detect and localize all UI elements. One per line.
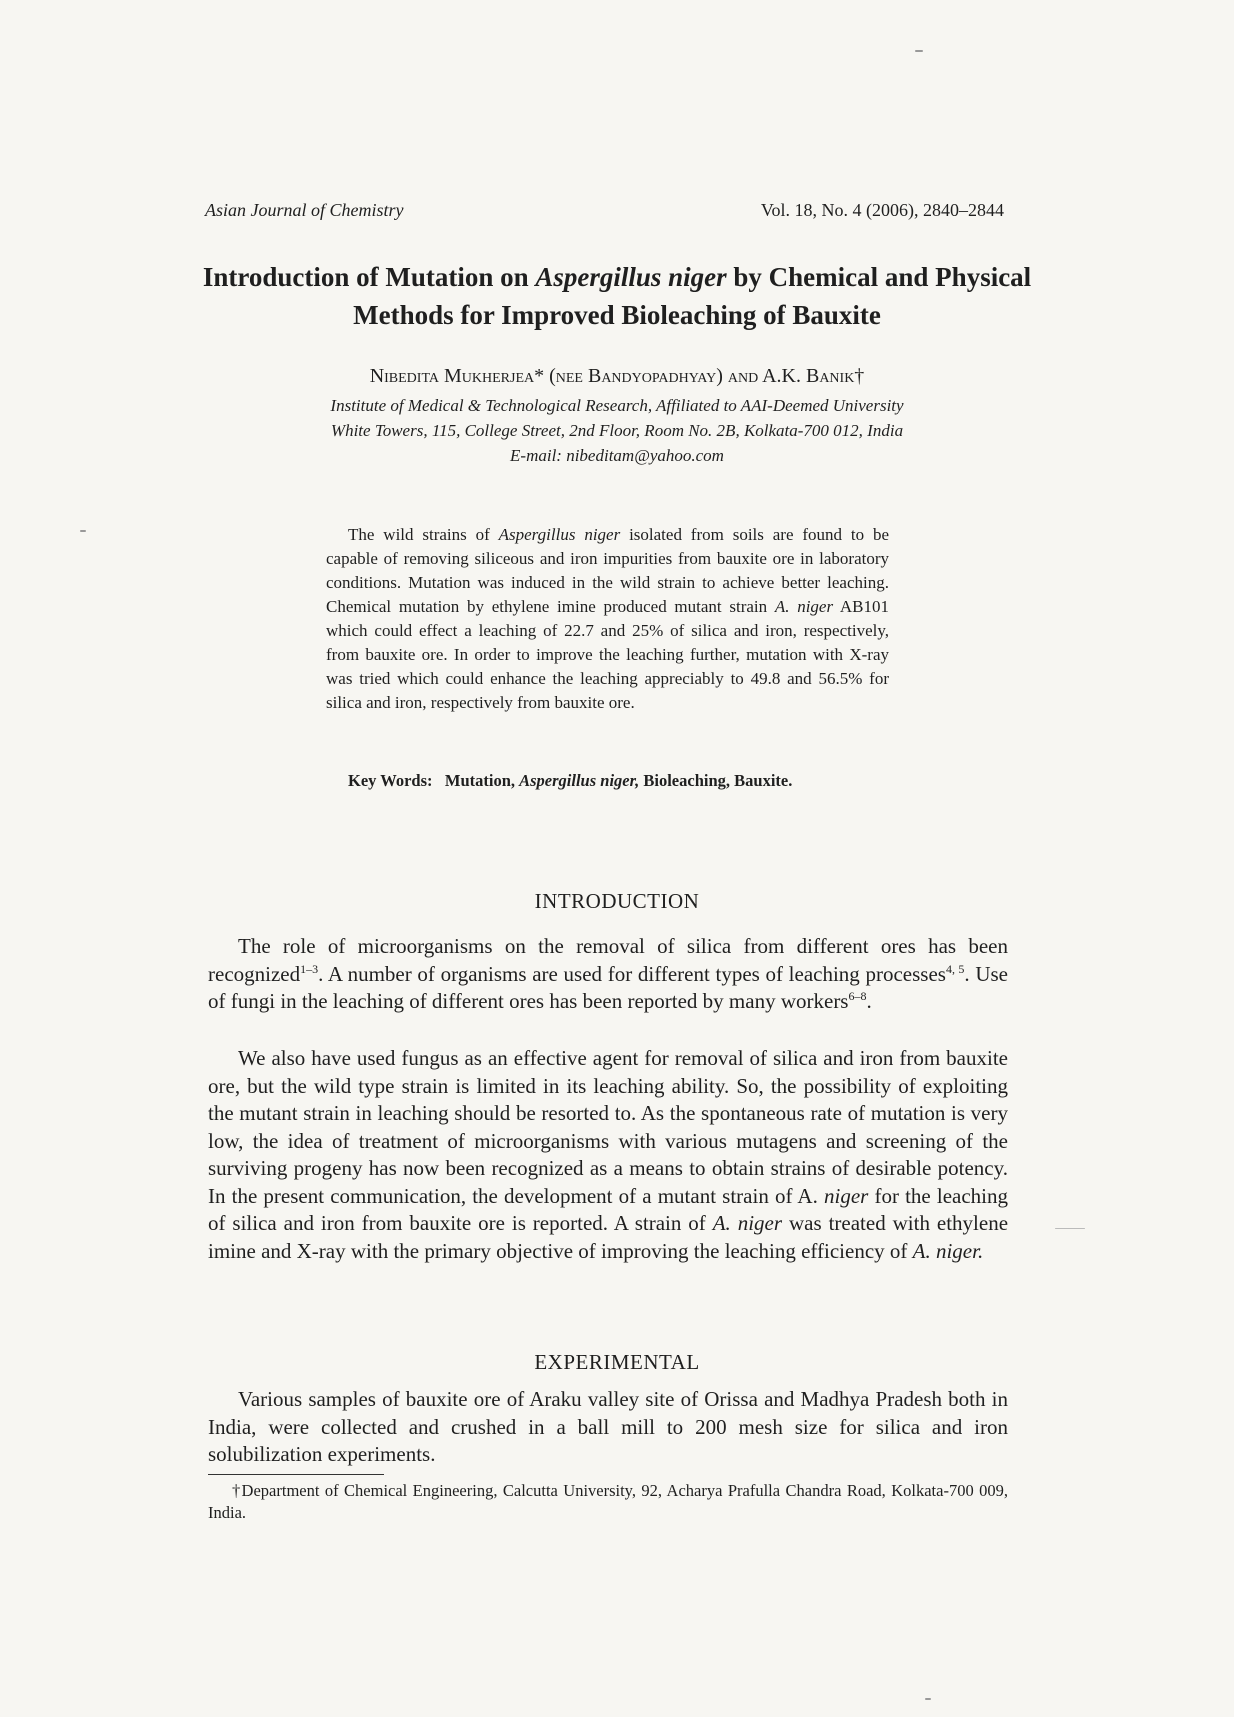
- intro-p2-b: for the leaching of silica and iron from bauxite ore is reported. A strain of: [208, 1183, 1008, 1235]
- introduction-paragraph-2: [208, 1045, 1008, 1265]
- journal-name: Asian Journal of Chemistry: [205, 200, 404, 220]
- intro-p2-italic-3: A. niger.: [912, 1238, 984, 1263]
- intro-p2-a: We also have used fungus as an effective agent for removal of silica and iron from bauxite ore, but the wild type strain is limited in its leaching ability. So, the possibility of exploiting the mutant strain in leaching should be resorted to. As the spontaneous rate of mutation is very low, the idea of treatment of microorganisms with various mutagens and screening of the surviving progeny has now been recognized as a means to obtain strains of desirable potency. In the present communication, the development of a mutant strain of A.: [208, 1046, 1008, 1208]
- author-email: E-mail: nibeditam@yahoo.com: [510, 446, 724, 465]
- keywords: [326, 771, 889, 791]
- intro-p1-c: . Use of fungi in the leaching of different ores has been reported by many workers: [208, 961, 1008, 1013]
- experimental-heading: EXPERIMENTAL: [534, 1350, 700, 1374]
- keyword-1: Mutation,: [444, 771, 520, 790]
- abstract: [326, 523, 889, 715]
- intro-p1-b: . A number of organisms are used for different types of leaching processes: [318, 961, 946, 986]
- abstract-text-3: AB101 which could effect a leaching of 22.7 and 25% of silica and iron, respectively, from bauxite ore. In order to improve the leaching further, mutation with X-ray was tried which could enhance the leaching appreciably to 49.8 and 56.5% for silica and iron, respectively from bauxite ore.: [326, 597, 889, 712]
- introduction-paragraph-1: [208, 933, 1008, 1016]
- footnote: †Department of Chemical Engineering, Calcutta University, 92, Acharya Prafulla Chandra Road, Kolkata-700 009, India.: [208, 1481, 1008, 1522]
- intro-p1-d: .: [866, 989, 872, 1013]
- citation-ref: 1–3: [300, 961, 319, 976]
- scan-speck: [80, 530, 86, 532]
- affiliation-line-2: White Towers, 115, College Street, 2nd Floor, Room No. 2B, Kolkata-700 012, India: [330, 421, 904, 440]
- experimental-paragraph-1: Various samples of bauxite ore of Araku valley site of Orissa and Madhya Pradesh both in India, were collected and crushed in a ball mill to 200 mesh size for silica and iron solubilization experiments.: [208, 1387, 1008, 1466]
- abstract-italic-1: Aspergillus niger: [498, 525, 621, 544]
- affiliation-line-1: Institute of Medical & Technological Research, Affiliated to AAI-Deemed University: [330, 396, 904, 415]
- intro-p1-a: The role of microorganisms on the removal of silica from different ores has been recognized: [208, 934, 1008, 986]
- intro-p2-c: was treated with ethylene imine and X-ray with the primary objective of improving the leaching efficiency of: [208, 1211, 1009, 1263]
- footnote-divider: [208, 1474, 384, 1475]
- citation: Vol. 18, No. 4 (2006), 2840–2844: [760, 200, 1004, 220]
- citation-ref: 6–8: [848, 989, 867, 1003]
- affiliation: [180, 393, 1054, 468]
- keywords-label: Key Words:: [348, 771, 433, 790]
- authors: Nibedita Mukherjea* (nee Bandyopadhyay) and A.K. Banik†: [369, 365, 865, 387]
- keyword-2: Aspergillus niger,: [519, 771, 640, 790]
- abstract-text-2: isolated from soils are found to be capable of removing siliceous and iron impurities from bauxite ore in laboratory conditions. Mutation was induced in the wild strain to achieve better leaching. Chemical mutation by ethylene imine produced mutant strain: [326, 525, 889, 616]
- title-part-2: by Chemical and Physical Methods for Improved Bioleaching of Bauxite: [353, 262, 1032, 330]
- running-head: [205, 200, 1004, 221]
- citation-ref: 4, 5: [945, 961, 965, 976]
- intro-p2-italic-2: A. niger: [712, 1211, 783, 1235]
- scan-speck: [915, 50, 923, 52]
- scan-speck: [925, 1698, 931, 1700]
- paper-title: [180, 258, 1054, 334]
- title-part-1: Introduction of Mutation on: [202, 262, 536, 292]
- keyword-3: Bioleaching, Bauxite.: [639, 771, 793, 790]
- scan-speck: [1055, 1228, 1085, 1229]
- abstract-text-1: The wild strains of: [348, 525, 499, 544]
- intro-p2-italic-1: niger: [823, 1183, 869, 1208]
- title-organism: Aspergillus niger: [535, 262, 727, 292]
- abstract-italic-2: A. niger: [774, 597, 834, 616]
- introduction-heading: INTRODUCTION: [534, 889, 700, 913]
- keywords-values: [445, 771, 792, 790]
